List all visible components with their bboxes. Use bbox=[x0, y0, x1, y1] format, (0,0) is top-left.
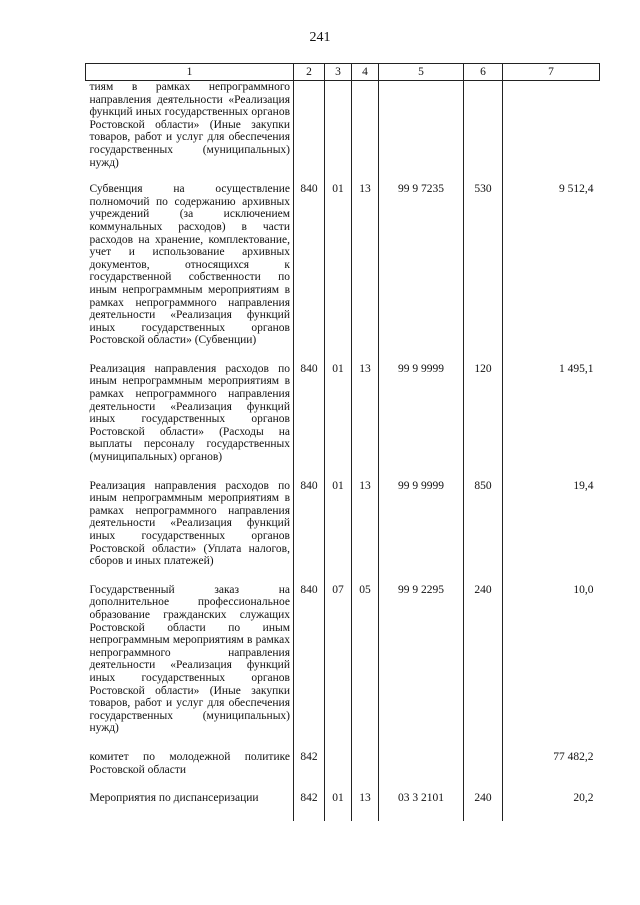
row-admin-code: 842 bbox=[294, 751, 325, 792]
table-row bbox=[86, 81, 600, 184]
row-expense-type: 120 bbox=[464, 363, 503, 480]
header-col-7: 7 bbox=[503, 64, 600, 81]
header-col-3: 3 bbox=[325, 64, 352, 81]
header-col-2: 2 bbox=[294, 64, 325, 81]
header-col-1: 1 bbox=[86, 64, 294, 81]
row-section: 01 bbox=[325, 183, 352, 363]
row-expense-type: 530 bbox=[464, 183, 503, 363]
row-expense-type: 240 bbox=[464, 584, 503, 751]
table-row bbox=[86, 751, 600, 792]
table-row bbox=[86, 792, 600, 821]
row-subsection: 13 bbox=[352, 363, 379, 480]
row-target-item: 99 9 9999 bbox=[379, 363, 464, 480]
row-target-item bbox=[379, 81, 464, 184]
row-admin-code: 842 bbox=[294, 792, 325, 821]
row-amount: 1 495,1 bbox=[559, 362, 594, 375]
row-admin-code: 840 bbox=[294, 183, 325, 363]
row-expense-type: 240 bbox=[464, 792, 503, 821]
row-section: 01 bbox=[325, 480, 352, 584]
row-target-item: 99 9 7235 bbox=[379, 183, 464, 363]
row-admin-code bbox=[294, 81, 325, 184]
row-amount: 10,0 bbox=[573, 583, 594, 596]
row-description: тиям в рамках непрограммного направления деятельности «Реализация функций иных государственных органов Ростовской области» (Иные закупки товаров, работ и услуг для обеспечения государственных (муниципальных) нужд) bbox=[86, 81, 294, 184]
row-amount bbox=[503, 81, 600, 184]
row-expense-type: 850 bbox=[464, 480, 503, 584]
row-subsection bbox=[352, 751, 379, 792]
row-description: Реализация направления расходов по иным непрограммным мероприятиям в рамках непрограммного направления деятельности «Реализация функций иных государственных органов Ростовской области» (Расходы на выплаты персоналу государственных (муниципальных) органов) bbox=[86, 363, 294, 480]
row-amount: 20,2 bbox=[573, 792, 594, 805]
header-col-5: 5 bbox=[379, 64, 464, 81]
row-section: 07 bbox=[325, 584, 352, 751]
row-description: Государственный заказ на дополнительное профессиональное образование гражданских служащих Ростовской области по иным непрограммным мероприятиям в рамках непрограммного направления деятельности «Реализация функций иных государственных органов Ростовской области» (Иные закупки товаров, работ и услуг для обеспечения государственных (муниципальных) нужд) bbox=[86, 584, 294, 751]
row-expense-type bbox=[464, 751, 503, 792]
table-header bbox=[86, 64, 600, 81]
row-description: Субвенция на осуществление полномочий по содержанию архивных учреждений (за исключением коммунальных расходов) в части расходов на хранение, комплектование, учет и использование архивных документов, относящихся к государственной собственности по иным непрограммным мероприятиям в рамках непрограммного направления деятельности «Реализация функций иных государственных органов Ростовской области» (Субвенции) bbox=[86, 183, 294, 363]
table-row bbox=[86, 480, 600, 584]
row-subsection: 13 bbox=[352, 183, 379, 363]
row-subsection: 05 bbox=[352, 584, 379, 751]
row-subsection bbox=[352, 81, 379, 184]
page-number: 241 bbox=[309, 30, 331, 45]
header-col-4: 4 bbox=[352, 64, 379, 81]
row-target-item: 99 9 9999 bbox=[379, 480, 464, 584]
row-target-item: 99 9 2295 bbox=[379, 584, 464, 751]
row-subsection: 13 bbox=[352, 792, 379, 821]
row-amount: 19,4 bbox=[573, 479, 594, 492]
row-section bbox=[325, 751, 352, 792]
row-admin-code: 840 bbox=[294, 584, 325, 751]
budget-table bbox=[85, 63, 600, 821]
row-description: Мероприятия по диспансеризации bbox=[86, 792, 294, 821]
table-row bbox=[86, 584, 600, 751]
row-section bbox=[325, 81, 352, 184]
row-section: 01 bbox=[325, 363, 352, 480]
row-subsection: 13 bbox=[352, 480, 379, 584]
row-description: Реализация направления расходов по иным непрограммным мероприятиям в рамках непрограммного направления деятельности «Реализация функций иных государственных органов Ростовской области» (Уплата налогов, сборов и иных платежей) bbox=[86, 480, 294, 584]
row-expense-type bbox=[464, 81, 503, 184]
row-admin-code: 840 bbox=[294, 363, 325, 480]
table-row bbox=[86, 183, 600, 363]
row-description: комитет по молодежной политике Ростовской области bbox=[86, 751, 294, 792]
header-col-6: 6 bbox=[464, 64, 503, 81]
table-row bbox=[86, 363, 600, 480]
row-amount: 77 482,2 bbox=[553, 750, 594, 763]
row-amount: 9 512,4 bbox=[559, 183, 594, 196]
row-section: 01 bbox=[325, 792, 352, 821]
row-target-item: 03 3 2101 bbox=[379, 792, 464, 821]
row-target-item bbox=[379, 751, 464, 792]
row-admin-code: 840 bbox=[294, 480, 325, 584]
